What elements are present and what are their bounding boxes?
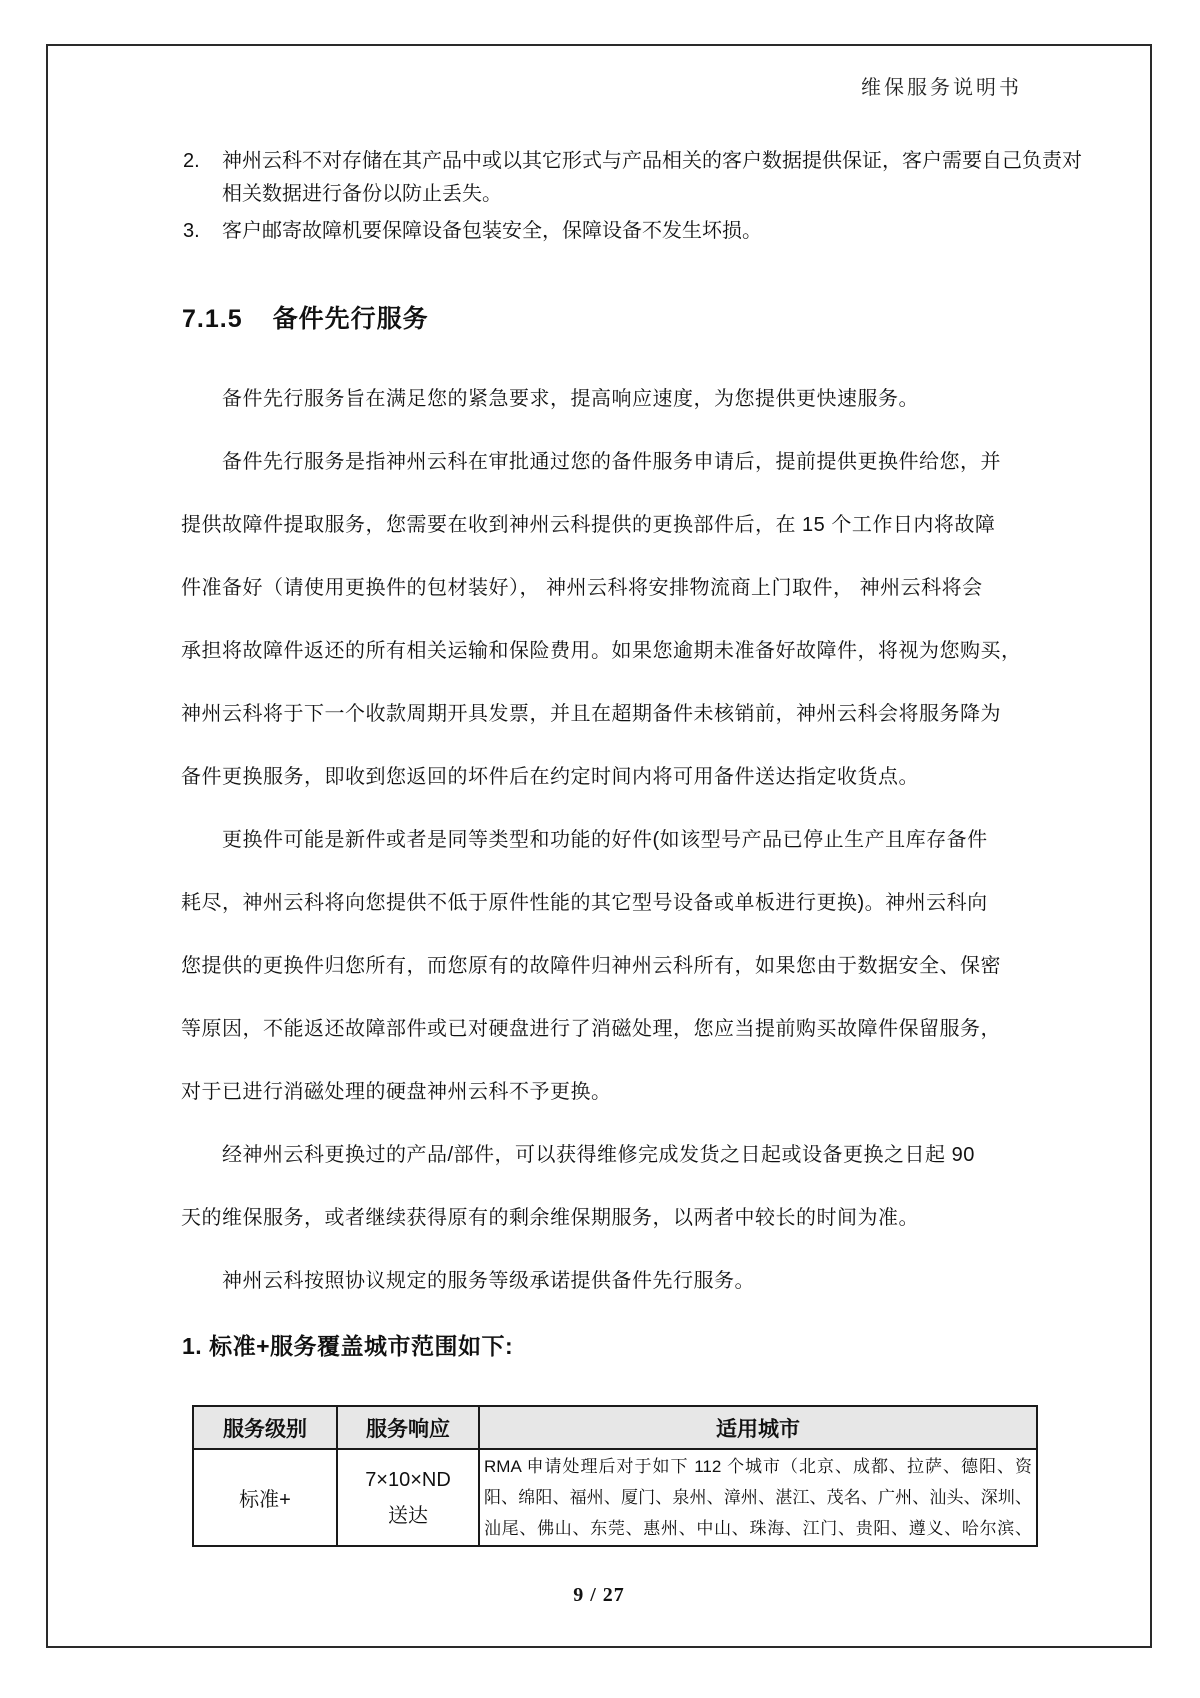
paragraph-line: 件准备好（请使用更换件的包材装好）， 神州云科将安排物流商上门取件， 神州云科将会	[181, 577, 983, 599]
cities-line: 汕尾、佛山、东莞、惠州、中山、珠海、江门、贵阳、遵义、哈尔滨、	[484, 1519, 1032, 1538]
list-item-line: 客户邮寄故障机要保障设备包装安全，保障设备不发生坏损。	[222, 220, 762, 242]
list-item-number: 3.	[183, 220, 200, 242]
list-item-2	[183, 145, 1082, 211]
service-coverage-table	[192, 1405, 1038, 1547]
paragraph-line: 更换件可能是新件或者是同等类型和功能的好件(如该型号产品已停止生产且库存备件	[222, 829, 988, 851]
paragraph-line: 耗尽，神州云科将向您提供不低于原件性能的其它型号设备或单板进行更换)。神州云科向	[181, 892, 988, 914]
page-number: 9 / 27	[573, 1584, 625, 1606]
table-header-row	[193, 1406, 1037, 1449]
section-title: 备件先行服务	[272, 305, 429, 333]
list-item-3	[183, 215, 1049, 248]
paragraph-line: 经神州云科更换过的产品/部件，可以获得维修完成发货之日起或设备更换之日起 90	[222, 1144, 975, 1166]
paragraph-line: 对于已进行消磁处理的硬盘神州云科不予更换。	[181, 1081, 612, 1103]
col-header-service-level: 服务级别	[193, 1406, 337, 1449]
col-header-service-response: 服务响应	[337, 1406, 479, 1449]
paragraph-line: 承担将故障件返还的所有相关运输和保险费用。如果您逾期未准备好故障件，将视为您购买，	[181, 640, 1022, 662]
coverage-subheading: 1. 标准+服务覆盖城市范围如下:	[182, 1333, 514, 1359]
response-line: 送达	[388, 1504, 428, 1527]
section-heading	[182, 303, 429, 336]
paragraph-line: 天的维保服务，或者继续获得原有的剩余维保期服务，以两者中较长的时间为准。	[181, 1207, 919, 1229]
list-item-text	[222, 145, 1082, 211]
document-header-title: 维保服务说明书	[861, 77, 1022, 99]
list-item-line: 相关数据进行备份以防止丢失。	[222, 183, 502, 205]
paragraph-line: 您提供的更换件归您所有，而您原有的故障件归神州云科所有，如果您由于数据安全、保密	[181, 955, 1001, 977]
paragraph-line: 神州云科将于下一个收款周期开具发票，并且在超期备件未核销前，神州云科会将服务降为	[181, 703, 1001, 725]
cell-service-response	[337, 1449, 479, 1546]
paragraph-line: 备件先行服务旨在满足您的紧急要求，提高响应速度，为您提供更快速服务。	[222, 388, 919, 410]
paragraph-line: 备件更换服务，即收到您返回的坏件后在约定时间内将可用备件送达指定收货点。	[181, 766, 919, 788]
list-item-text	[222, 215, 1049, 248]
list-item-line: 神州云科不对存储在其产品中或以其它形式与产品相关的客户数据提供保证，客户需要自己负责对	[222, 150, 1082, 172]
cell-service-level: 标准+	[193, 1449, 337, 1546]
col-header-applicable-cities: 适用城市	[479, 1406, 1037, 1449]
table-row	[193, 1449, 1037, 1546]
cell-applicable-cities	[479, 1449, 1037, 1546]
section-number: 7.1.5	[182, 305, 243, 333]
paragraph-line: 等原因，不能返还故障部件或已对硬盘进行了消磁处理，您应当提前购买故障件保留服务，	[181, 1018, 1001, 1040]
paragraph-line: 神州云科按照协议规定的服务等级承诺提供备件先行服务。	[222, 1270, 755, 1292]
paragraph-line: 备件先行服务是指神州云科在审批通过您的备件服务申请后，提前提供更换件给您，并	[222, 451, 1001, 473]
list-item-number: 2.	[183, 150, 200, 172]
cities-line: 阳、绵阳、福州、厦门、泉州、漳州、湛江、茂名、广州、汕头、深圳、	[484, 1488, 1032, 1507]
paragraph-line: 提供故障件提取服务，您需要在收到神州云科提供的更换部件后，在 15 个工作日内将故障	[181, 514, 996, 536]
body-text	[181, 368, 1080, 1313]
cities-line: RMA 申请处理后对于如下 112 个城市（北京、成都、拉萨、德阳、资	[484, 1457, 1032, 1476]
response-line: 7×10×ND	[365, 1468, 451, 1491]
